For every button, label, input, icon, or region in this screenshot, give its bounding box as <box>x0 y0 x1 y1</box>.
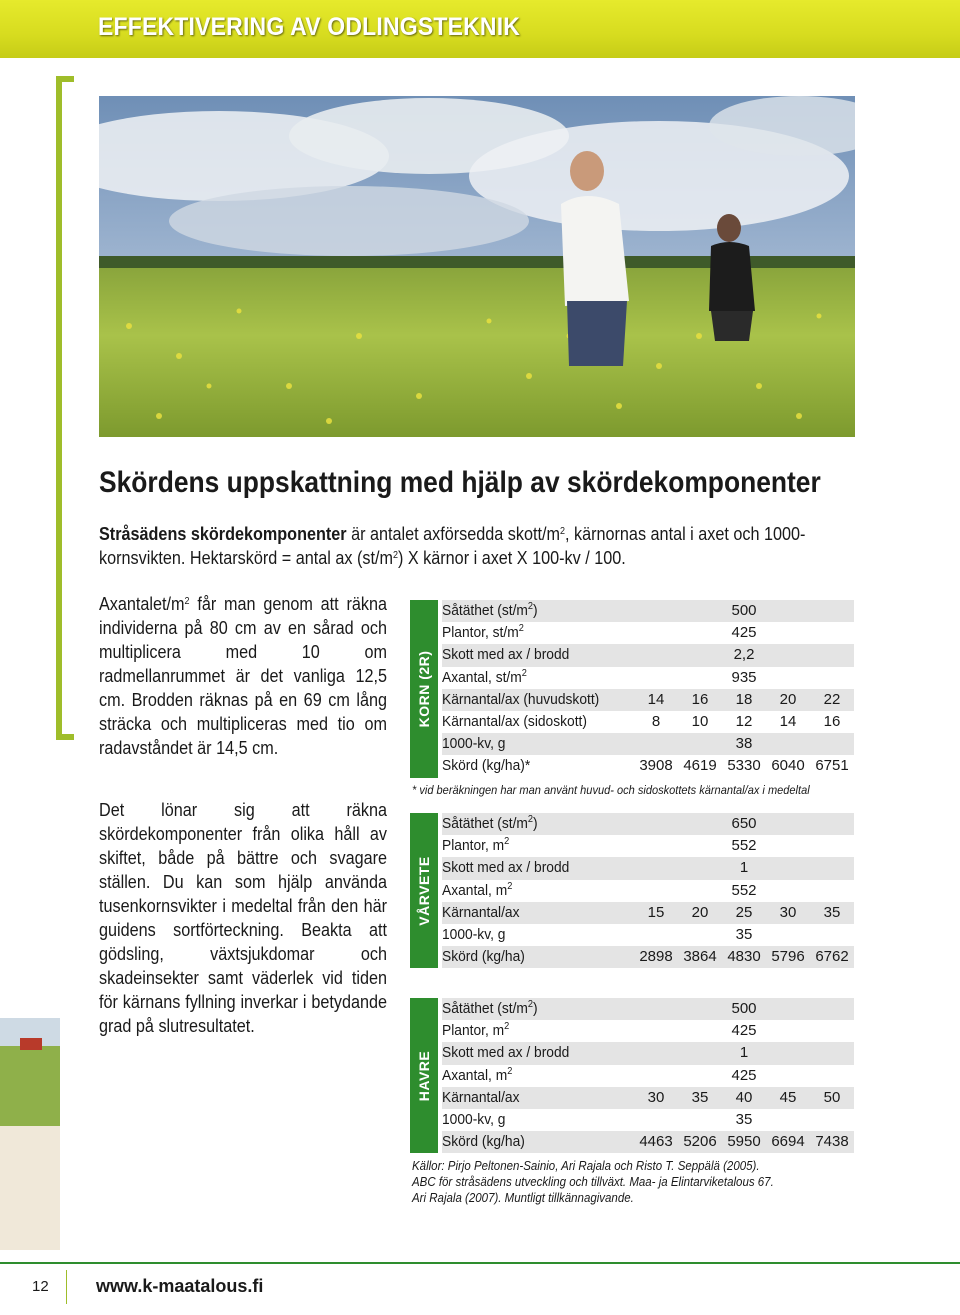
table-cell: 6762 <box>815 948 849 966</box>
table-row <box>442 667 854 689</box>
table-cell: 16 <box>691 690 709 708</box>
table-cell: 2898 <box>639 948 673 966</box>
intro-sup-2: 2 <box>392 550 398 561</box>
crop-name: HAVRE <box>416 1050 432 1101</box>
row-label <box>442 711 587 733</box>
row-label <box>442 622 524 644</box>
row-label-sup: 2 <box>507 880 513 892</box>
table-row <box>442 1131 854 1153</box>
row-label <box>442 600 538 622</box>
table-cell: 35 <box>691 1088 709 1106</box>
table-cell: 1 <box>739 859 749 877</box>
table-row <box>442 857 854 879</box>
intro-paragraph <box>99 522 846 570</box>
table-cell: 935 <box>731 668 757 686</box>
row-label <box>442 755 530 777</box>
row-label-text: Kärnantal/ax <box>442 1088 520 1106</box>
crop-table-block <box>410 600 854 778</box>
table-cell: 3908 <box>639 757 673 775</box>
bracket-decoration <box>56 76 74 740</box>
row-label-end: ) <box>533 1000 538 1017</box>
table-cell: 500 <box>731 602 757 619</box>
intro-bold-lead: Stråsädens skördekomponenter <box>99 524 347 544</box>
row-label-text: Plantor, m <box>442 1022 505 1040</box>
table-row <box>442 1087 854 1109</box>
row-label <box>442 667 527 689</box>
table-cell: 20 <box>779 690 797 708</box>
table-cell: 1 <box>739 1044 749 1062</box>
row-label-text: Kärnantal/ax (sidoskott) <box>442 712 587 730</box>
paragraph-1-post: får man genom att räkna individerna på 80 cm av en sårad och multiplicera med 10 om radmellanrummet är det vanliga 12,5 cm. Brodden räknas på en 69 cm lång sträcka och multipliceras med tio om radavståndet är 14,5 cm. <box>99 594 387 758</box>
table-row <box>442 689 854 711</box>
section-title: EFFEKTIVERING AV ODLINGSTEKNIK <box>98 13 521 41</box>
table-cell: 35 <box>735 925 753 943</box>
intro-text-2: , kärnornas antal i axet och 1000-kornsvikten. Hektarskörd = antal ax (st/m <box>99 524 806 568</box>
row-label <box>442 1020 509 1042</box>
row-label-text: Såtäthet (st/m <box>442 1000 528 1017</box>
table-row <box>442 813 854 835</box>
crop-name: VÅRVETE <box>416 856 432 926</box>
table-cell: 7438 <box>815 1133 849 1151</box>
row-label-text: Skörd (kg/ha) <box>442 1133 525 1151</box>
table-cell: 22 <box>823 690 841 708</box>
table-row <box>442 1042 854 1064</box>
row-label-end: ) <box>533 602 538 619</box>
table-cell: 38 <box>735 735 753 753</box>
row-label-text: Såtäthet (st/m <box>442 815 528 832</box>
row-label-sup: 2 <box>527 601 534 612</box>
crop-label <box>410 813 438 968</box>
source-line: Ari Rajala (2007). Muntligt tillkännagivande. <box>412 1191 634 1205</box>
table-cell: 3864 <box>683 948 717 966</box>
table-cell: 45 <box>779 1088 797 1106</box>
row-label-text: Axantal, st/m <box>442 668 522 686</box>
body-paragraph-1 <box>99 592 387 760</box>
table-row <box>442 1020 854 1042</box>
row-label-text: Skott med ax / brodd <box>442 859 570 877</box>
row-label <box>442 1042 569 1064</box>
table-cell: 552 <box>731 837 757 855</box>
table-cell: 425 <box>731 1066 757 1084</box>
table-cell: 4463 <box>639 1133 673 1151</box>
table-row <box>442 644 854 666</box>
table-footnote: * vid beräkningen har man använt huvud- och sidoskottets kärnantal/ax i medeltal <box>412 783 810 797</box>
row-label-text: 1000-kv, g <box>442 735 506 753</box>
table-cell: 4619 <box>683 757 717 775</box>
table-cell: 2,2 <box>733 646 755 664</box>
footer-rule <box>0 1262 960 1264</box>
row-label <box>442 880 512 902</box>
row-label <box>442 1087 519 1109</box>
row-label-sup: 2 <box>518 623 524 635</box>
table-cell: 650 <box>731 815 757 832</box>
row-label-text: Plantor, m <box>442 837 505 855</box>
intro-text-3: ) X kärnor i axet X 100-kv / 100. <box>397 548 626 568</box>
footer-separator <box>66 1270 67 1304</box>
crop-table <box>442 600 854 778</box>
table-cell: 5206 <box>683 1133 717 1151</box>
row-label-sup: 2 <box>527 814 534 825</box>
table-cell: 6694 <box>771 1133 805 1151</box>
row-label <box>442 1131 525 1153</box>
sources <box>412 1158 844 1206</box>
row-label <box>442 1109 505 1131</box>
row-label-text: Axantal, m <box>442 1066 508 1084</box>
table-row <box>442 1065 854 1087</box>
table-cell: 10 <box>691 712 709 730</box>
row-label-sup: 2 <box>521 667 527 679</box>
table-cell: 6040 <box>771 757 805 775</box>
row-label <box>442 1065 512 1087</box>
table-cell: 5330 <box>727 757 761 775</box>
row-label <box>442 998 538 1020</box>
source-line: ABC för stråsädens utveckling och tillväxt. Maa- ja Elintarviketalous 67. <box>412 1175 774 1189</box>
crop-table-block <box>410 813 854 968</box>
row-label-text: Axantal, m <box>442 881 508 899</box>
source-line: Källor: Pirjo Peltonen-Sainio, Ari Rajala och Risto T. Seppälä (2005). <box>412 1159 760 1173</box>
table-cell: 40 <box>735 1088 753 1106</box>
table-cell: 5950 <box>727 1133 761 1151</box>
article-heading: Skördens uppskattning med hjälp av skördekomponenter <box>99 466 821 499</box>
table-cell: 4830 <box>727 948 761 966</box>
row-label <box>442 813 538 835</box>
table-cell: 14 <box>779 712 797 730</box>
row-label <box>442 835 509 857</box>
intro-text-1: är antalet axförsedda skott/m <box>346 524 560 544</box>
row-label-text: Kärnantal/ax (huvudskott) <box>442 690 600 708</box>
table-row <box>442 998 854 1020</box>
table-row <box>442 946 854 968</box>
table-cell: 425 <box>731 1022 757 1040</box>
intro-sup-1: 2 <box>559 526 566 537</box>
table-cell: 6751 <box>815 757 849 775</box>
table-row <box>442 924 854 946</box>
row-label <box>442 924 505 946</box>
row-label-text: Skott med ax / brodd <box>442 646 570 664</box>
row-label <box>442 946 525 968</box>
table-cell: 12 <box>735 712 753 730</box>
paragraph-1-pre: Axantalet/m <box>99 594 185 614</box>
table-cell: 18 <box>735 690 753 708</box>
table-cell: 552 <box>731 881 757 899</box>
crop-label <box>410 998 438 1153</box>
footer-url: www.k-maatalous.fi <box>96 1276 264 1296</box>
row-label-text: 1000-kv, g <box>442 1110 506 1128</box>
paragraph-1-sup: 2 <box>184 596 190 607</box>
row-label-text: Skott med ax / brodd <box>442 1044 570 1062</box>
row-label <box>442 644 569 666</box>
table-cell: 500 <box>731 1000 757 1017</box>
row-label-text: 1000-kv, g <box>442 925 506 943</box>
table-cell: 50 <box>823 1088 841 1106</box>
table-cell: 30 <box>647 1088 665 1106</box>
row-label-sup: 2 <box>527 999 534 1010</box>
table-row <box>442 835 854 857</box>
crop-table <box>442 813 854 968</box>
row-label-text: Skörd (kg/ha) <box>442 948 525 966</box>
table-cell: 15 <box>647 903 665 921</box>
crop-table-block <box>410 998 854 1153</box>
table-cell: 5796 <box>771 948 805 966</box>
table-cell: 35 <box>735 1110 753 1128</box>
table-cell: 35 <box>823 903 841 921</box>
row-label <box>442 902 519 924</box>
table-cell: 30 <box>779 903 797 921</box>
table-cell: 20 <box>691 903 709 921</box>
table-row <box>442 711 854 733</box>
table-row <box>442 880 854 902</box>
table-cell: 25 <box>735 903 753 921</box>
table-row <box>442 755 854 777</box>
table-row <box>442 1109 854 1131</box>
table-cell: 14 <box>647 690 665 708</box>
row-label-sup: 2 <box>504 1021 510 1033</box>
row-label-text: Såtäthet (st/m <box>442 602 528 619</box>
crop-name: KORN (2R) <box>416 650 432 728</box>
table-row <box>442 733 854 755</box>
row-label-text: Kärnantal/ax <box>442 903 520 921</box>
row-label-sup: 2 <box>507 1065 513 1077</box>
table-cell: 8 <box>651 712 661 730</box>
row-label-end: ) <box>533 815 538 832</box>
row-label-text: Plantor, st/m <box>442 624 519 642</box>
table-row <box>442 902 854 924</box>
table-row <box>442 600 854 622</box>
table-row <box>442 622 854 644</box>
table-cell: 425 <box>731 624 757 642</box>
page-number: 12 <box>32 1278 49 1295</box>
crop-table <box>442 998 854 1153</box>
row-label-sup: 2 <box>504 836 510 848</box>
tractor-thumbnail <box>0 1018 60 1250</box>
row-label <box>442 733 505 755</box>
row-label-text: Skörd (kg/ha)* <box>442 757 531 775</box>
body-paragraph-2: Det lönar sig att räkna skördekomponenter från olika håll av skiftet, både på bättre och svagare ställen. Du kan som hjälp använda tusenkornsvikter i medeltal från den här guidens sortförteckning. Beakta att gödsling, växtsjukdomar och skadeinsekter samt väderlek vid tiden för kärnans fyllning inverkar i betydande grad på slutresultatet. <box>99 800 387 1036</box>
crop-label <box>410 600 438 778</box>
row-label <box>442 857 569 879</box>
row-label <box>442 689 599 711</box>
table-cell: 16 <box>823 712 841 730</box>
field-photo <box>99 96 855 437</box>
